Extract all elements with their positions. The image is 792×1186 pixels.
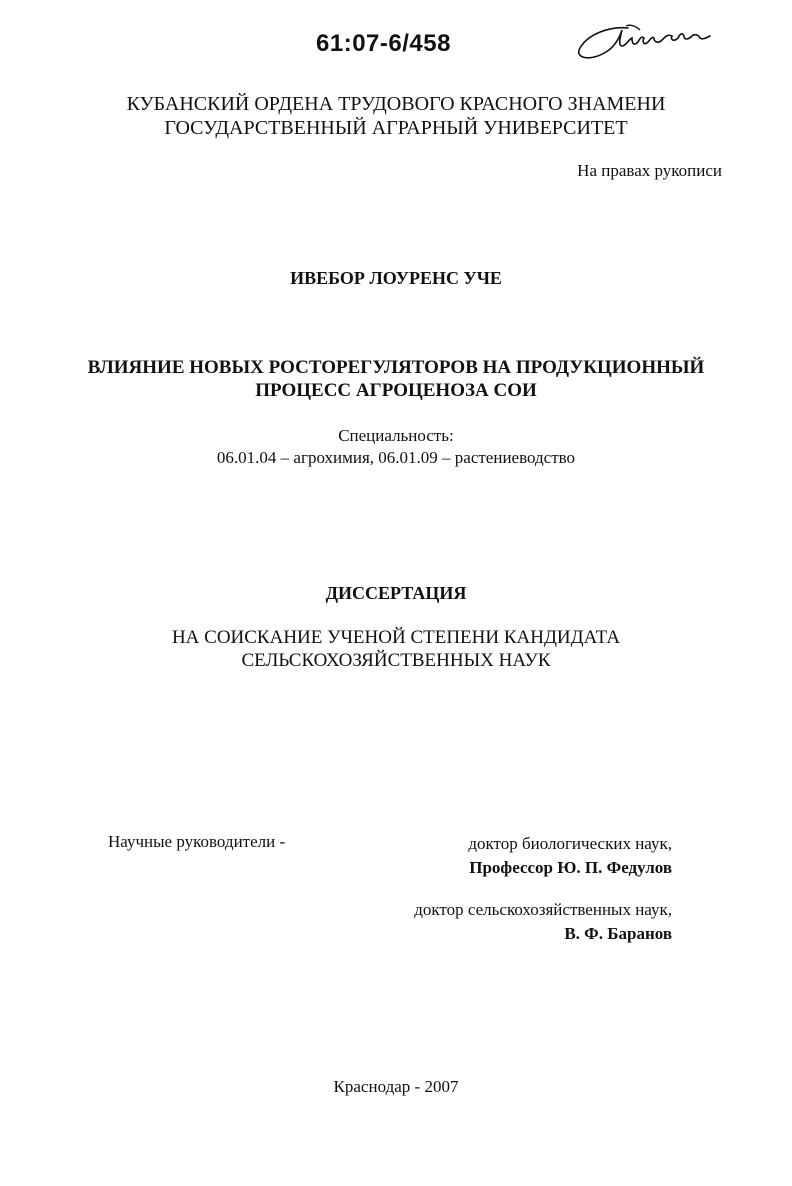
supervisor-1 (468, 832, 672, 880)
catalog-code: 61:07-6/458 (316, 30, 451, 57)
supervisor-1-name: Профессор Ю. П. Федулов (469, 858, 672, 877)
degree-line-1: НА СОИСКАНИЕ УЧЕНОЙ СТЕПЕНИ КАНДИДАТА (171, 627, 621, 648)
rights-note: На правах рукописи (577, 161, 722, 180)
title-line-2: ПРОЦЕСС АГРОЦЕНОЗА СОИ (255, 380, 537, 401)
supervisor-2-name: В. Ф. Баранов (564, 924, 672, 943)
signature-icon (570, 22, 720, 64)
supervisor-1-degree: доктор биологических наук, (468, 834, 672, 853)
specialty-value: 06.01.04 – агрохимия, 06.01.09 – растениеводство (216, 448, 576, 467)
city-year: Краснодар - 2007 (333, 1077, 459, 1096)
supervisors-label: Научные руководители - (108, 832, 286, 851)
specialty (0, 425, 792, 469)
institution-line-1: КУБАНСКИЙ ОРДЕНА ТРУДОВОГО КРАСНОГО ЗНАМЕНИ (126, 93, 666, 115)
specialty-label: Специальность: (338, 426, 454, 445)
author-name: ИВЕБОР ЛОУРЕНС УЧЕ (290, 268, 502, 288)
document-type: ДИССЕРТАЦИЯ (325, 583, 467, 603)
supervisor-2 (414, 898, 672, 946)
degree-line-2: СЕЛЬСКОХОЗЯЙСТВЕННЫХ НАУК (241, 650, 551, 671)
dissertation-title (0, 356, 792, 402)
institution-name (0, 92, 792, 140)
degree-statement (0, 626, 792, 672)
title-line-1: ВЛИЯНИЕ НОВЫХ РОСТОРЕГУЛЯТОРОВ НА ПРОДУКЦИОННЫЙ (87, 357, 705, 378)
supervisor-2-degree: доктор сельскохозяйственных наук, (414, 900, 672, 919)
institution-line-2: ГОСУДАРСТВЕННЫЙ АГРАРНЫЙ УНИВЕРСИТЕТ (164, 117, 628, 139)
